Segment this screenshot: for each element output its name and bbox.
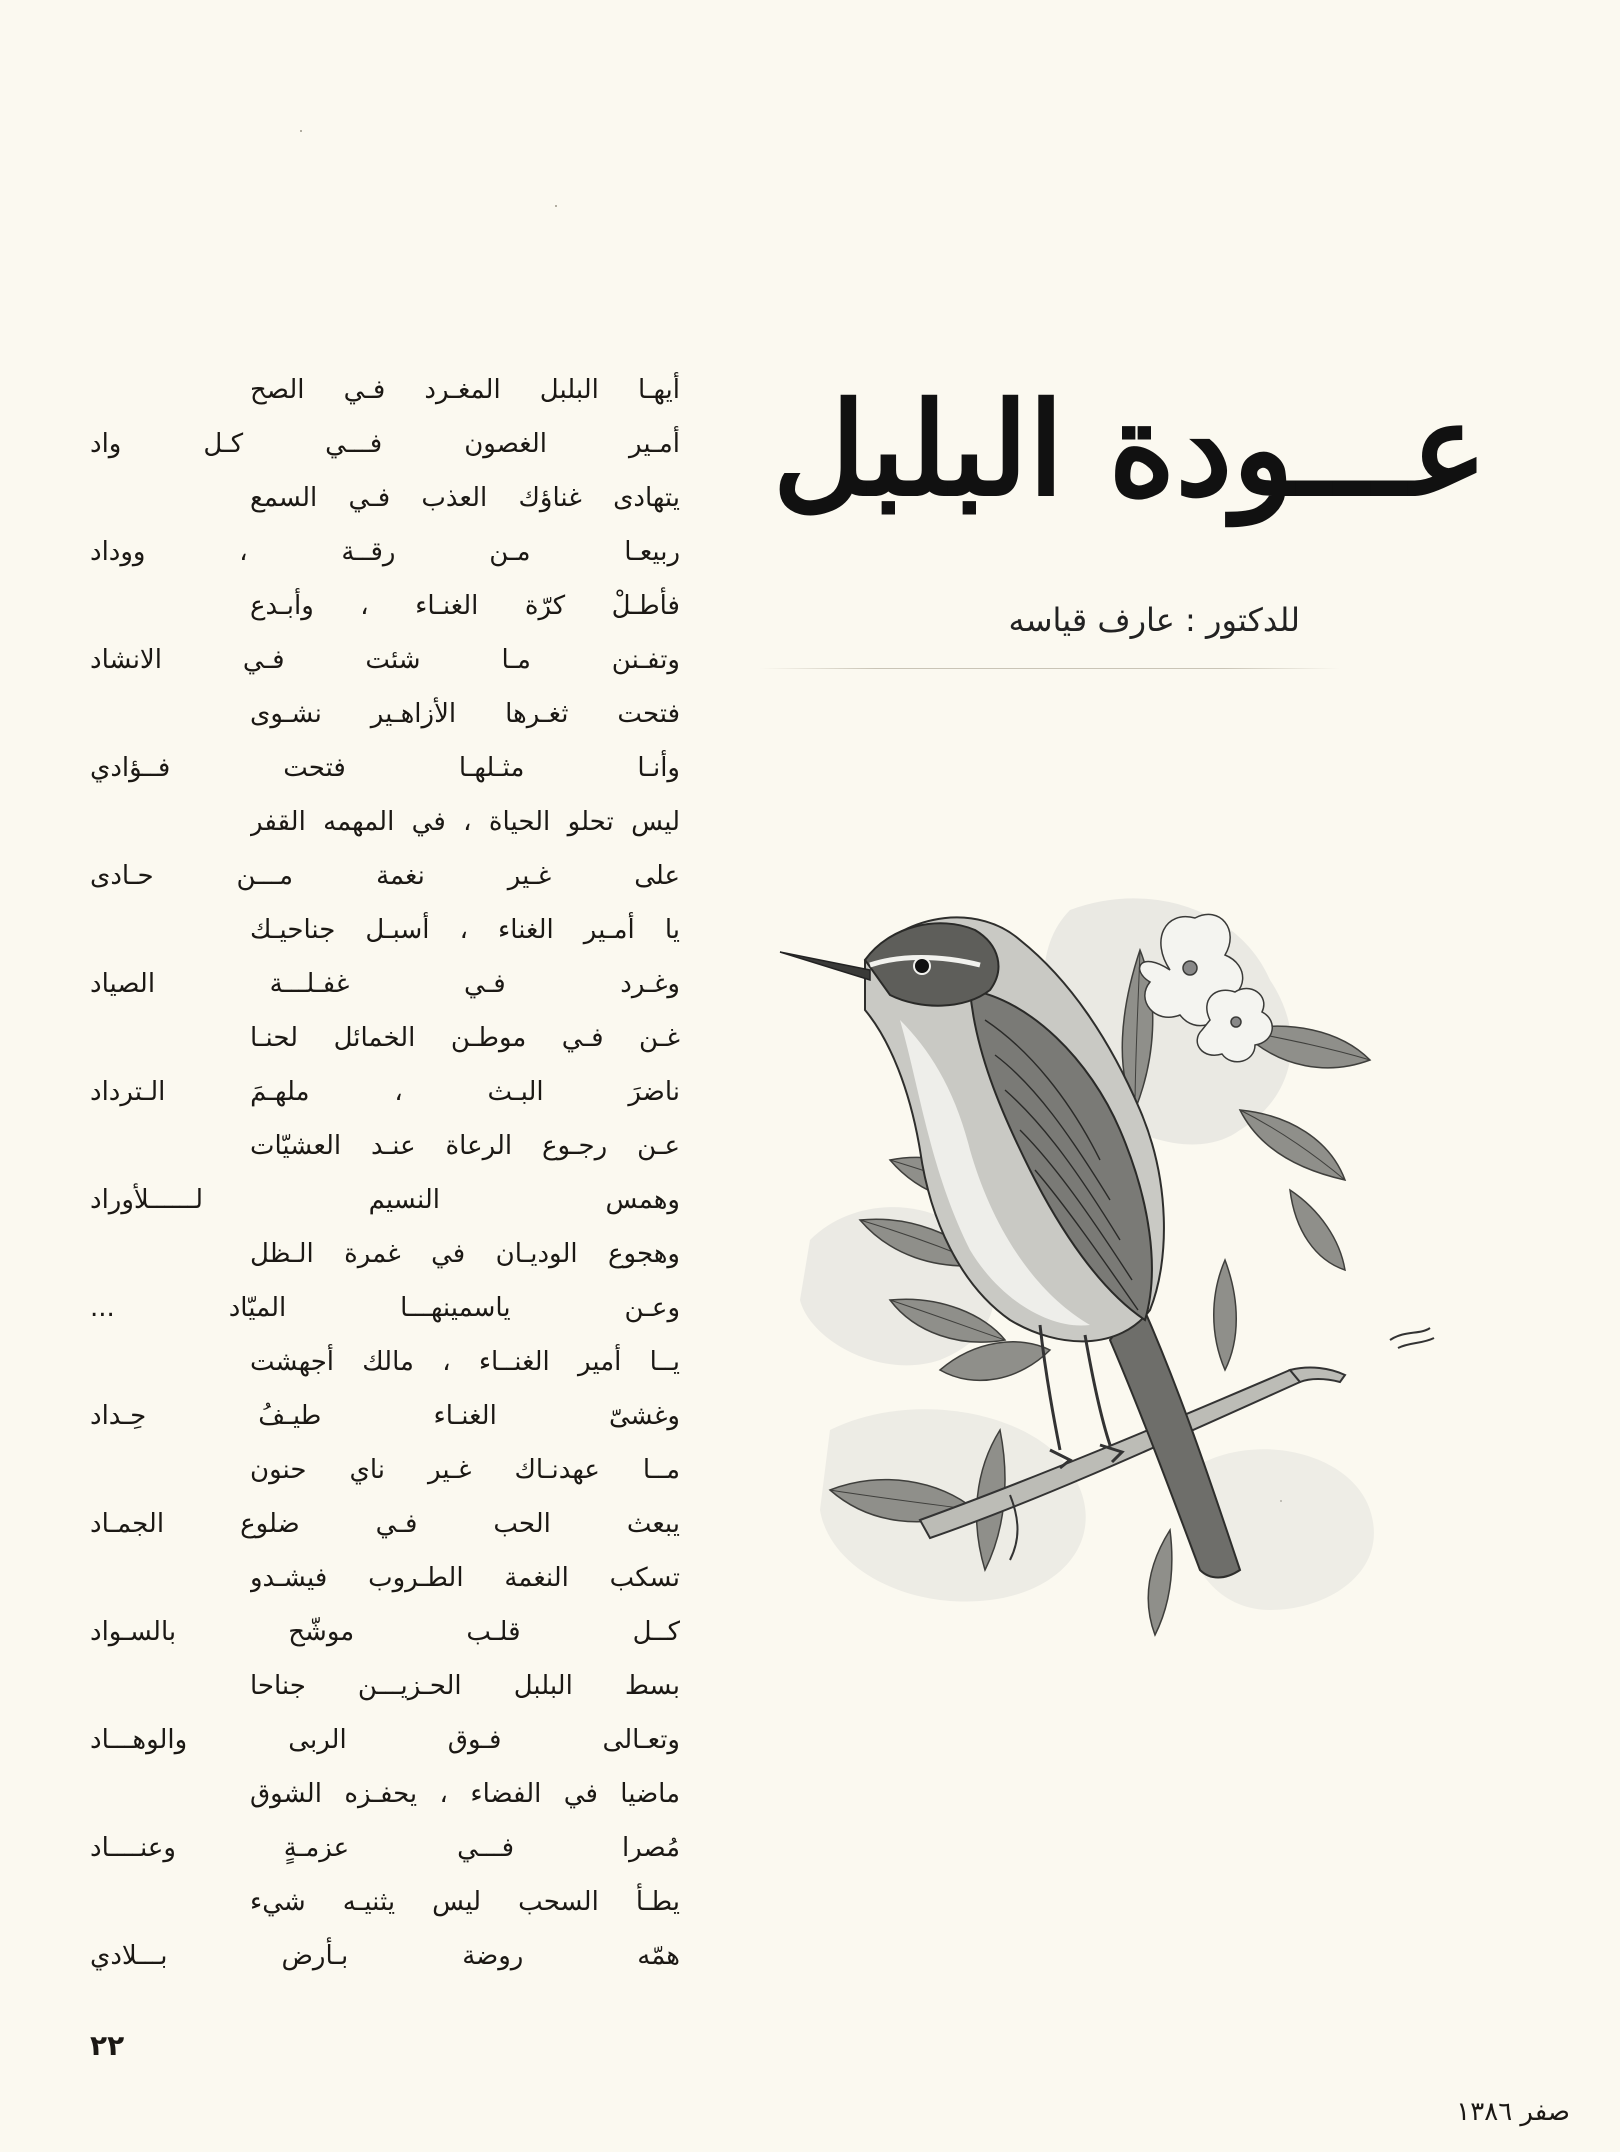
verse-second-hemistich: وتعـالى فـوق الربى والوهـــاد <box>90 1725 680 1755</box>
page-number: ٢٢ <box>90 2029 125 2062</box>
verse-first-hemistich: وهجوع الوديـان في غمرة الـظل <box>250 1239 680 1269</box>
article-title: عـــودة البلبل <box>772 375 1488 525</box>
paper-speck <box>555 205 557 207</box>
bird-beak <box>780 952 870 980</box>
bird-legs <box>1040 1325 1122 1468</box>
verse-second-hemistich: ناضرَ البـث ، ملهـمَ الـترداد <box>90 1077 680 1107</box>
verse-second-hemistich: مُصرا فـــي عزمـةٍ وعنــــاد <box>90 1833 680 1863</box>
bird-eye <box>914 958 930 974</box>
verse-first-hemistich: مــا عهدنـاك غـير ناي حنون <box>250 1455 680 1485</box>
verse-second-hemistich: يبعث الحب فـي ضلوع الجمـاد <box>90 1509 680 1539</box>
verse-first-hemistich: غـن فـي موطـن الخمائل لحنـا <box>250 1023 680 1053</box>
bird-illustration <box>770 870 1530 1710</box>
bird-drawing <box>770 870 1530 1710</box>
verse-first-hemistich: ماضيا في الفضاء ، يحفـزه الشوق <box>250 1779 680 1809</box>
title-divider <box>760 668 1340 669</box>
verse-second-hemistich: كــل قلـب موشّح بالسـواد <box>90 1617 680 1647</box>
artist-signature-icon <box>1390 1328 1434 1348</box>
verse-second-hemistich: وعـن ياسمينهـــا الميّاد ... <box>90 1293 680 1323</box>
verse-first-hemistich: عـن رجـوع الرعاة عنـد العشيّات <box>250 1131 680 1161</box>
verse-first-hemistich: تسكب النغمة الطـروب فيشـدو <box>250 1563 680 1593</box>
verse-first-hemistich: ليس تحلو الحياة ، في المهمه القفر <box>250 807 680 837</box>
verse-second-hemistich: أمـير الغصون فـــي كـل واد <box>90 429 680 459</box>
verse-first-hemistich: بسط البلبل الحـزيـــن جناحا <box>250 1671 680 1701</box>
verse-first-hemistich: يا أمـير الغناء ، أسبـل جناحيـك <box>250 915 680 945</box>
verse-second-hemistich: وتفـنن مـا شئت فـي الانشاد <box>90 645 680 675</box>
verse-first-hemistich: أيهـا البلبل المغـرد فـي الصح <box>250 375 680 405</box>
verse-first-hemistich: يــا أمير الغنــاء ، مالك أجهشت <box>250 1347 680 1377</box>
verse-second-hemistich: وغشىّ الغنـاء طيـفُ حِـداد <box>90 1401 680 1431</box>
issue-date: صفر ١٣٨٦ <box>1456 2097 1570 2127</box>
verse-second-hemistich: وأنـا مثـلهـا فتحت فــؤادي <box>90 753 680 783</box>
verse-first-hemistich: فأطـلْ كرّة الغنـاء ، وأبـدع <box>250 591 680 621</box>
verse-second-hemistich: ربيعـا مـن رقــة ، ووداد <box>90 537 680 567</box>
poem-column <box>90 370 680 2050</box>
verse-first-hemistich: فتحت ثغـرها الأزاهـير نشـوى <box>250 699 680 729</box>
verse-second-hemistich: على غـير نغمة مـــن حـادى <box>90 861 680 891</box>
verse-second-hemistich: وهمس النسيم لــــــلأوراد <box>90 1185 680 1215</box>
article-author: للدكتور : عارف قياسه <box>1008 601 1300 639</box>
paper-speck <box>300 130 302 132</box>
verse-second-hemistich: همّه روضة بـأرض بـــلادي <box>90 1941 680 1971</box>
verse-first-hemistich: يتهادى غناؤك العذب فـي السمع <box>250 483 680 513</box>
verse-second-hemistich: وغـرد فـي غفـلـــة الصياد <box>90 969 680 999</box>
verse-first-hemistich: يطـأ السحب ليس يثنيـه شيء <box>250 1887 680 1917</box>
